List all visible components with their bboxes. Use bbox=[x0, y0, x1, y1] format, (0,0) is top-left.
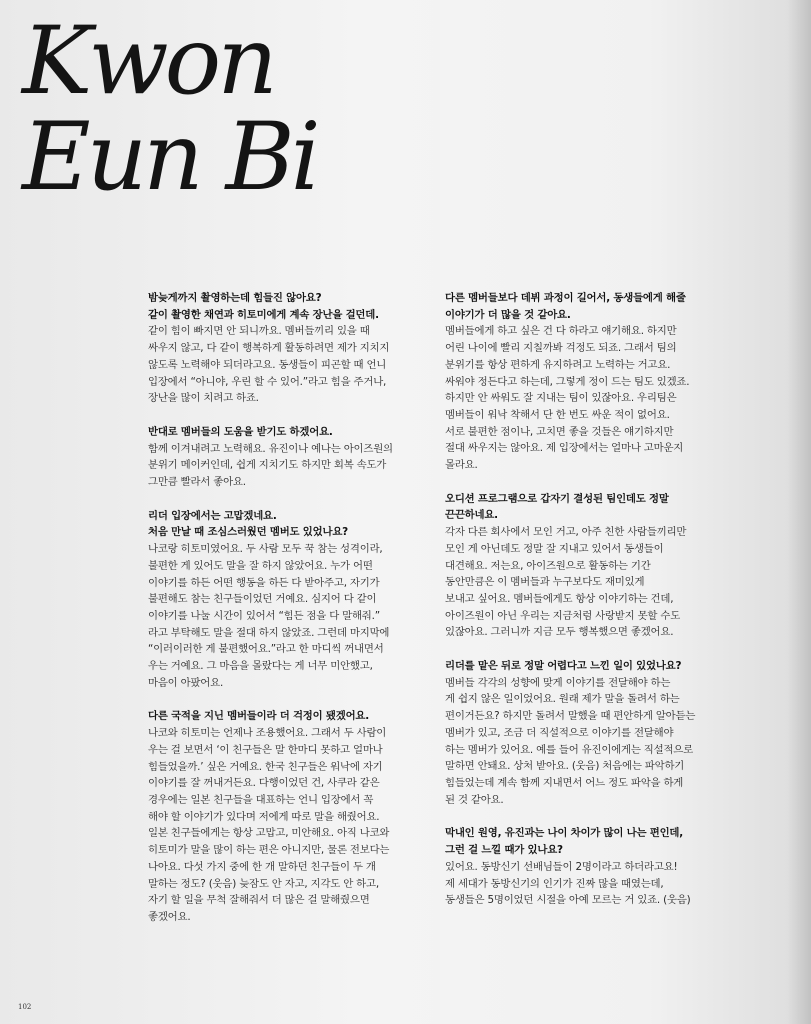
right-column bbox=[445, 290, 720, 926]
answer: 같이 힘이 빠지면 안 되니까요. 멤버들끼리 있을 때 싸우지 않고, 다 같이 행복하게 활동하려면 제가 지치지 않도록 노력해야 되더라고요. 동생들이 피곤할 때 언니 입장에서 “아니야, 우린 할 수 있어.”라고 힘을 주거나, 장난을 많이 치려고 하죠. bbox=[148, 325, 390, 405]
page-number: 102 bbox=[18, 1003, 32, 1011]
question: 리더 입장에서는 고맙겠네요. 처음 만날 때 조심스러웠던 멤버도 있었나요? bbox=[148, 509, 348, 539]
qa-block bbox=[445, 825, 720, 909]
answer: 멤버들 각각의 성향에 맞게 이야기를 전달해야 하는 게 쉽지 않은 일이었어요. 원래 제가 말을 돌려서 하는 편이거든요? 하지만 돌려서 말했을 때 편안하게 알아듣는 멤버가 있고, 조금 더 직설적으로 이야기를 전달해야 하는 멤버가 있어요. 예를 들어 유진이에게는 직설적으로 말하면 안돼요. 상처 받아요. (웃음) 처음에는 파악하기 힘들었는데 계속 함께 지내면서 어느 정도 파악을 하게 된 것 같아요. bbox=[445, 676, 696, 806]
page-title bbox=[22, 7, 317, 212]
question: 다른 국적을 지닌 멤버들이라 더 걱정이 됐겠어요. bbox=[148, 710, 369, 723]
question: 다른 멤버들보다 데뷔 과정이 길어서, 동생들에게 해줄 이야기가 더 많을 것 같아요. bbox=[445, 292, 686, 321]
page-binding-shadow bbox=[787, 0, 811, 1024]
qa-block bbox=[148, 424, 423, 491]
question: 반대로 멤버들의 도움을 받기도 하겠어요. bbox=[148, 425, 333, 438]
title-line-2: Eun Bi bbox=[22, 103, 317, 212]
left-column bbox=[148, 290, 423, 943]
qa-block bbox=[445, 491, 720, 641]
question: 밤늦게까지 촬영하는데 힘들진 않아요? 같이 촬영한 채연과 히토미에게 계속 장난을 걸던데. bbox=[148, 292, 379, 321]
question: 막내인 원영, 유진과는 나이 차이가 많이 나는 편인데, 그런 걸 느낄 때가 있나요? bbox=[445, 827, 683, 857]
answer: 있어요. 동방신기 선배님들이 2명이라고 하더라고요! 제 세대가 동방신기의 인기가 진짜 많을 때였는데, 동생들은 5명이었던 시절을 아예 모르는 거 있죠. (웃음) bbox=[445, 860, 691, 907]
answer: 나코랑 히토미였어요. 두 사람 모두 꾹 참는 성격이라, 불편한 게 있어도 말을 잘 하지 않았어요. 누가 어떤 이야기를 하든 어떤 행동을 하든 다 받아주고, 자기가 불편해도 참는 친구들이었던 거예요. 심지어 다 같이 이야기를 나눌 시간이 있어서 “힘든 점을 다 말해줘.” 라고 부탁해도 말을 절대 하지 않았죠. 그런데 마지막에 “이러이러한 게 불편했어요.”라고 한 마디씩 꺼내면서 우는 거예요. 그 마음을 몰랐다는 게 너무 미안했고, 마음이 아팠어요. bbox=[148, 543, 390, 689]
question: 오디션 프로그램으로 갑자기 결성된 팀인데도 정말 끈끈하네요. bbox=[445, 492, 669, 522]
answer: 나코와 히토미는 언제나 조용했어요. 그래서 두 사람이 우는 걸 보면서 ‘이 친구들은 말 한마디 못하고 얼마나 힘들었을까.’ 싶은 거예요. 한국 친구들은 워낙에 자기 이야기를 잘 꺼내거든요. 다행이었던 건, 사쿠라 같은 경우에는 일본 친구들을 대표하는 언니 입장에서 꼭 해야 할 이야기가 있다며 저에게 따로 말을 해줬어요. 일본 친구들에게는 항상 고맙고, 미안해요. 아직 나코와 히토미가 말을 많이 하는 편은 아니지만, 물론 전보다는 나아요. 다섯 가지 중에 한 개 말하던 친구들이 두 개 말하는 정도? (웃음) 늦잠도 안 자고, 지각도 안 하고, 자기 할 일을 무척 잘해줘서 더 많은 걸 말해줬으면 좋겠어요. bbox=[148, 727, 390, 923]
question: 리더를 맡은 뒤로 정말 어렵다고 느낀 일이 있었나요? bbox=[445, 660, 682, 673]
title-line-1: Kwon bbox=[22, 7, 274, 116]
qa-block bbox=[445, 658, 720, 808]
answer: 멤버들에게 하고 싶은 건 다 하라고 얘기해요. 하지만 어린 나이에 빨리 지칠까봐 걱정도 되죠. 그래서 팀의 분위기를 항상 편하게 유지하려고 노력하는 거고요. 싸워야 정든다고 하는데, 그렇게 정이 드는 팀도 있겠죠. 하지만 안 싸워도 잘 지내는 팀이 있잖아요. 우리팀은 멤버들이 워낙 착해서 단 한 번도 싸운 적이 없어요. 서로 불편한 점이나, 고치면 좋을 것들은 얘기하지만 절대 싸우지는 않아요. 제 입장에서는 얼마나 고마운지 몰라요. bbox=[445, 325, 690, 472]
qa-block bbox=[148, 708, 423, 925]
qa-block bbox=[445, 290, 720, 474]
answer: 함께 이겨내려고 노력해요. 유진이나 예나는 아이즈원의 분위기 메이커인데, 쉽게 지치기도 하지만 회복 속도가 그만큼 빨라서 좋아요. bbox=[148, 442, 393, 489]
qa-block bbox=[148, 508, 423, 692]
answer: 각자 다른 회사에서 모인 거고, 아주 친한 사람들끼리만 모인 게 아닌데도 정말 잘 지내고 있어서 동생들이 대견해요. 저는요, 아이즈원으로 활동하는 기간 동안만큼은 이 멤버들과 누구보다도 재미있게 보내고 싶어요. 멤버들에게도 항상 이야기하는 건데, 아이즈원이 아닌 우리는 지금처럼 사랑받지 못할 수도 있잖아요. 그러니까 지금 모두 행복했으면 좋겠어요. bbox=[445, 526, 687, 639]
qa-block bbox=[148, 290, 423, 407]
